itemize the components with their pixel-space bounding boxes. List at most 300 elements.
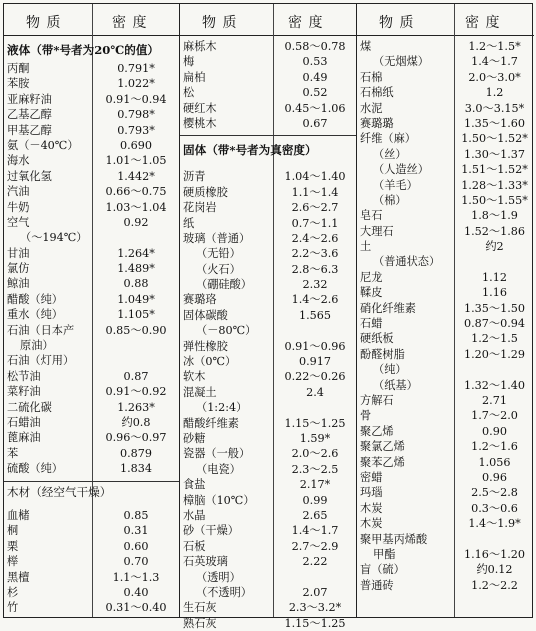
table-row bbox=[180, 216, 356, 231]
table-row bbox=[4, 323, 179, 338]
density-value: 1.50～1.55* bbox=[461, 193, 528, 207]
header-divider bbox=[454, 4, 455, 35]
table-row bbox=[4, 446, 179, 461]
density-table bbox=[3, 3, 533, 630]
density-value: 0.58～0.78 bbox=[284, 40, 346, 53]
table-row bbox=[4, 400, 179, 415]
column-body bbox=[357, 39, 534, 593]
table-row bbox=[4, 338, 179, 353]
density-value: 0.92 bbox=[123, 215, 149, 229]
table-row bbox=[180, 339, 356, 354]
table-row bbox=[180, 462, 356, 477]
table-row bbox=[357, 470, 534, 485]
column-body bbox=[4, 39, 179, 616]
table-row bbox=[180, 185, 356, 200]
density-value: 1.565 bbox=[298, 308, 332, 322]
substance-name: （纯） bbox=[373, 363, 407, 377]
substance-name: 樟脑（10℃） bbox=[183, 493, 255, 507]
table-row bbox=[357, 178, 534, 193]
substance-name: 水晶 bbox=[183, 508, 206, 522]
table-row bbox=[357, 362, 534, 377]
substance-name: （硼硅酸） bbox=[196, 278, 252, 292]
density-value: 1.16 bbox=[482, 286, 507, 300]
header-substance: 物 质 bbox=[202, 15, 238, 31]
table-row bbox=[180, 231, 356, 246]
substance-name: 菜籽油 bbox=[7, 385, 41, 399]
table-row bbox=[180, 308, 356, 323]
substance-name: 鞣皮 bbox=[360, 286, 383, 300]
table-row bbox=[4, 292, 179, 307]
table-row bbox=[357, 378, 534, 393]
header-density: 密 度 bbox=[112, 15, 148, 31]
density-value: 0.7～1.1 bbox=[291, 216, 339, 230]
substance-name: 水泥 bbox=[360, 101, 383, 115]
table-row bbox=[180, 585, 356, 600]
substance-name: 蓖麻油 bbox=[7, 431, 41, 445]
substance-name: 甘油 bbox=[7, 246, 30, 260]
table-row bbox=[180, 354, 356, 369]
density-value: 1.03～1.04 bbox=[105, 200, 167, 214]
table-row bbox=[4, 415, 179, 430]
table-row bbox=[180, 369, 356, 384]
substance-name: 石蜡 bbox=[360, 317, 383, 331]
density-value: 0.96～0.97 bbox=[105, 431, 167, 445]
header-substance: 物 质 bbox=[26, 15, 62, 31]
table-row bbox=[357, 316, 534, 331]
density-value: 0.31～0.40 bbox=[105, 601, 167, 615]
substance-name: 木炭 bbox=[360, 517, 383, 531]
table-row bbox=[180, 446, 356, 461]
substance-name: 竹 bbox=[7, 601, 19, 615]
density-value: 1.35～1.60 bbox=[463, 116, 525, 130]
substance-name: 砂（干燥） bbox=[183, 524, 239, 538]
table-row bbox=[4, 215, 179, 230]
table-row bbox=[357, 301, 534, 316]
substance-name: 扁柏 bbox=[183, 70, 206, 84]
table-column-2 bbox=[180, 4, 356, 630]
substance-name: （火石） bbox=[196, 262, 241, 276]
substance-name: 骨 bbox=[360, 409, 372, 423]
table-row bbox=[180, 416, 356, 431]
substance-name: 汽油 bbox=[7, 185, 30, 199]
table-row bbox=[4, 539, 179, 554]
substance-name: 石棉纸 bbox=[360, 86, 394, 100]
substance-name: 砂糖 bbox=[183, 431, 206, 445]
substance-name: 亚麻籽油 bbox=[7, 92, 52, 106]
substance-name: 苯 bbox=[7, 446, 19, 460]
substance-name: 聚氯乙烯 bbox=[360, 440, 405, 454]
column-header bbox=[4, 4, 179, 36]
density-value: 1.50～1.52* bbox=[461, 132, 528, 146]
table-row bbox=[4, 276, 179, 291]
table-row bbox=[357, 424, 534, 439]
section-heading bbox=[180, 139, 356, 161]
density-value: 0.49 bbox=[302, 70, 328, 84]
substance-name: 桐 bbox=[7, 524, 19, 538]
table-row bbox=[180, 616, 356, 631]
table-row bbox=[180, 400, 356, 415]
table-row bbox=[4, 261, 179, 276]
density-value: 1.35～1.50 bbox=[463, 301, 525, 315]
density-value: 0.85～0.90 bbox=[105, 323, 167, 337]
density-value: 1.1～1.3 bbox=[112, 570, 160, 584]
substance-name: 聚甲基丙烯酸 bbox=[360, 532, 428, 546]
density-value: 1.263* bbox=[117, 400, 155, 414]
density-value: 0.793* bbox=[117, 123, 155, 137]
substance-name: （丝） bbox=[373, 147, 407, 161]
substance-name: 冰（0℃） bbox=[183, 355, 237, 369]
table-row bbox=[4, 184, 179, 199]
substance-name: 原油） bbox=[20, 339, 54, 353]
substance-name: （无烟煤） bbox=[373, 55, 429, 69]
table-row bbox=[4, 230, 179, 245]
substance-name: 甲基乙醇 bbox=[7, 123, 52, 137]
substance-name: 石油（日本产 bbox=[7, 323, 75, 337]
substance-name: 熟石灰 bbox=[183, 616, 217, 630]
substance-name: 瓷器（一般） bbox=[183, 447, 251, 461]
density-value: 1.15～1.25 bbox=[284, 616, 346, 630]
density-value: 约2 bbox=[485, 240, 504, 254]
header-substance: 物 质 bbox=[379, 15, 415, 31]
table-row bbox=[4, 353, 179, 368]
table-row bbox=[180, 85, 356, 100]
substance-name: 硝化纤维素 bbox=[360, 301, 416, 315]
density-value: 0.917 bbox=[298, 355, 332, 369]
density-value: 0.690 bbox=[119, 138, 153, 152]
density-value: 1.2～1.5 bbox=[471, 332, 518, 346]
table-row bbox=[4, 76, 179, 91]
substance-name: 苯胺 bbox=[7, 77, 30, 91]
substance-name: 盲（硫） bbox=[360, 563, 405, 577]
substance-name: （人造丝） bbox=[373, 163, 429, 177]
substance-name: 软木 bbox=[183, 370, 206, 384]
density-value: 0.91～0.92 bbox=[105, 385, 167, 399]
table-row bbox=[357, 54, 534, 69]
substance-name: 玛瑙 bbox=[360, 486, 383, 500]
table-row bbox=[357, 516, 534, 531]
table-row bbox=[4, 600, 179, 615]
density-value: 1.2～1.5* bbox=[468, 40, 521, 53]
substance-name: 生石灰 bbox=[183, 601, 217, 615]
density-value: 0.67 bbox=[302, 116, 328, 130]
substance-name: 花岗岩 bbox=[183, 201, 217, 215]
substance-name: （羊毛） bbox=[373, 178, 418, 192]
density-value: 2.32 bbox=[302, 278, 328, 292]
table-row bbox=[180, 39, 356, 54]
substance-name: 牛奶 bbox=[7, 200, 30, 214]
density-value: 3.0～3.15* bbox=[464, 101, 525, 115]
table-row bbox=[357, 239, 534, 254]
substance-name: 液体（带*号者为20℃的值） bbox=[7, 43, 160, 57]
substance-name: （普通状态） bbox=[373, 255, 441, 269]
density-value: 2.0～3.0* bbox=[468, 70, 521, 84]
density-value: 0.879 bbox=[119, 446, 153, 460]
table-row bbox=[357, 578, 534, 593]
density-value: 2.0～2.6 bbox=[291, 447, 339, 461]
density-value: 0.90 bbox=[482, 424, 507, 438]
substance-name: 松 bbox=[183, 86, 195, 100]
substance-name: 土 bbox=[360, 240, 372, 254]
table-row bbox=[357, 532, 534, 547]
table-row bbox=[357, 485, 534, 500]
substance-name: 皂石 bbox=[360, 209, 383, 223]
table-row bbox=[357, 347, 534, 362]
density-value: 1.1～1.4 bbox=[291, 185, 339, 199]
substance-name: 梅 bbox=[183, 55, 195, 69]
table-row bbox=[180, 200, 356, 215]
substance-name: （无铅） bbox=[196, 247, 241, 261]
table-row bbox=[180, 539, 356, 554]
table-row bbox=[4, 107, 179, 122]
substance-name: 纤维（麻） bbox=[360, 132, 416, 146]
substance-name: 石英玻璃 bbox=[183, 555, 228, 569]
substance-name: 鲸油 bbox=[7, 277, 30, 291]
header-density: 密 度 bbox=[288, 15, 324, 31]
density-value: 1.2～2.2 bbox=[471, 578, 518, 592]
table-row bbox=[357, 455, 534, 470]
substance-name: 普通砖 bbox=[360, 578, 394, 592]
density-value: 1.51～1.52* bbox=[461, 163, 528, 177]
density-value: 1.056 bbox=[478, 455, 511, 469]
table-row bbox=[357, 270, 534, 285]
density-value: 1.15～1.25 bbox=[284, 416, 346, 430]
substance-name: 海水 bbox=[7, 154, 30, 168]
table-row bbox=[4, 92, 179, 107]
density-value: 1.442* bbox=[117, 169, 155, 183]
substance-name: （～194℃） bbox=[20, 231, 88, 245]
table-row bbox=[4, 508, 179, 523]
column-header bbox=[180, 4, 356, 36]
substance-name: 弹性橡胶 bbox=[183, 339, 228, 353]
density-value: 1.32～1.40 bbox=[463, 378, 525, 392]
table-row bbox=[357, 562, 534, 577]
density-value: 2.5～2.8 bbox=[471, 486, 518, 500]
substance-name: 赛璐璐 bbox=[360, 116, 394, 130]
density-value: 2.3～3.2* bbox=[288, 601, 342, 615]
table-row bbox=[180, 246, 356, 261]
substance-name: 杉 bbox=[7, 585, 19, 599]
density-value: 1.8～1.9 bbox=[471, 209, 518, 223]
density-value: 1.2 bbox=[485, 86, 504, 100]
column-body bbox=[180, 39, 356, 631]
density-value: 0.40 bbox=[123, 585, 149, 599]
density-value: 0.96 bbox=[482, 470, 507, 484]
table-row bbox=[180, 101, 356, 116]
substance-name: 醋酸（纯） bbox=[7, 292, 63, 306]
density-value: 0.88 bbox=[123, 277, 149, 291]
table-row bbox=[4, 200, 179, 215]
substance-name: （棉） bbox=[373, 193, 407, 207]
substance-name: 乙基乙醇 bbox=[7, 108, 52, 122]
density-value: 1.04～1.40 bbox=[284, 170, 346, 184]
table-row bbox=[180, 277, 356, 292]
table-row bbox=[4, 246, 179, 261]
substance-name: 大理石 bbox=[360, 224, 394, 238]
substance-name: 尼龙 bbox=[360, 270, 383, 284]
table-row bbox=[4, 500, 179, 508]
density-value: 1.4～1.7 bbox=[291, 524, 339, 538]
density-value: 1.28～1.33* bbox=[461, 178, 528, 192]
table-row bbox=[180, 570, 356, 585]
density-value: 0.87 bbox=[123, 369, 149, 383]
density-value: 0.66～0.75 bbox=[105, 185, 167, 199]
column-header bbox=[357, 4, 534, 36]
table-row bbox=[4, 554, 179, 569]
table-row bbox=[357, 224, 534, 239]
density-value: 0.52 bbox=[302, 86, 328, 100]
table-row bbox=[180, 54, 356, 69]
substance-name: 固体碳酸 bbox=[183, 308, 228, 322]
substance-name: 方解石 bbox=[360, 393, 394, 407]
table-row bbox=[180, 600, 356, 615]
table-column-1 bbox=[4, 4, 179, 617]
substance-name: 石棉 bbox=[360, 70, 383, 84]
table-row bbox=[180, 385, 356, 400]
density-value: 1.7～2.0 bbox=[471, 409, 518, 423]
density-value: 0.3～0.6 bbox=[471, 501, 518, 515]
substance-name: 酚醛树脂 bbox=[360, 347, 405, 361]
table-row bbox=[4, 585, 179, 600]
substance-name: 过氧化氢 bbox=[7, 169, 52, 183]
section-rule bbox=[180, 135, 356, 136]
substance-name: 血槠 bbox=[7, 508, 30, 522]
substance-name: 石板 bbox=[183, 539, 206, 553]
substance-name: 赛璐珞 bbox=[183, 293, 217, 307]
substance-name: （－80℃） bbox=[196, 324, 257, 338]
density-value: 0.70 bbox=[123, 555, 149, 569]
table-row bbox=[4, 138, 179, 153]
table-row bbox=[180, 477, 356, 492]
table-row bbox=[357, 147, 534, 162]
density-value: 1.022* bbox=[117, 77, 155, 91]
substance-name: 二硫化碳 bbox=[7, 400, 52, 414]
table-row bbox=[4, 61, 179, 76]
substance-name: （不透明） bbox=[196, 585, 252, 599]
density-value: 1.2～1.6 bbox=[471, 440, 518, 454]
substance-name: 纸 bbox=[183, 216, 195, 230]
table-row bbox=[357, 162, 534, 177]
density-value: 0.99 bbox=[302, 493, 328, 507]
density-value: 2.3～2.5 bbox=[291, 462, 339, 476]
table-row bbox=[357, 116, 534, 131]
density-value: 2.7～2.9 bbox=[291, 539, 339, 553]
substance-name: （电瓷） bbox=[196, 462, 241, 476]
header-divider bbox=[273, 4, 274, 35]
density-value: 1.12 bbox=[482, 270, 507, 284]
density-value: 1.489* bbox=[117, 262, 155, 276]
table-row bbox=[180, 431, 356, 446]
table-row bbox=[357, 501, 534, 516]
table-row bbox=[4, 570, 179, 585]
density-value: 2.07 bbox=[302, 585, 328, 599]
substance-name: 氨（－40℃） bbox=[7, 138, 79, 152]
density-value: 约0.12 bbox=[476, 563, 513, 577]
substance-name: 丙酮 bbox=[7, 62, 30, 75]
substance-name: 空气 bbox=[7, 215, 30, 229]
table-row bbox=[357, 285, 534, 300]
table-row bbox=[4, 169, 179, 184]
table-row bbox=[4, 123, 179, 138]
table-row bbox=[357, 131, 534, 146]
substance-name: 食盐 bbox=[183, 478, 206, 492]
table-row bbox=[357, 101, 534, 116]
density-value: 0.791* bbox=[117, 62, 155, 75]
substance-name: 固体（带*号者为真密度） bbox=[183, 143, 317, 158]
density-value: 1.30～1.37 bbox=[463, 147, 525, 161]
substance-name: 玻璃（普通） bbox=[183, 231, 251, 245]
substance-name: （1:2:4） bbox=[196, 401, 248, 415]
table-row bbox=[357, 39, 534, 54]
table-row bbox=[180, 508, 356, 523]
table-row bbox=[357, 85, 534, 100]
table-row bbox=[180, 262, 356, 277]
density-value: 0.85 bbox=[123, 508, 149, 522]
section-heading bbox=[4, 39, 179, 61]
table-row bbox=[180, 116, 356, 131]
section-heading bbox=[4, 485, 179, 500]
density-value: 1.105* bbox=[117, 308, 155, 322]
substance-name: 石蜡油 bbox=[7, 415, 41, 429]
substance-name: 樱桃木 bbox=[183, 116, 217, 130]
density-value: 2.71 bbox=[482, 393, 507, 407]
table-row bbox=[4, 430, 179, 445]
substance-name: 木材（经空气干燥） bbox=[7, 484, 112, 499]
density-value: 0.22～0.26 bbox=[284, 370, 346, 384]
table-row bbox=[4, 307, 179, 322]
density-value: 0.31 bbox=[123, 524, 149, 538]
density-value: 0.60 bbox=[123, 539, 149, 553]
substance-name: 醋酸纤维素 bbox=[183, 416, 239, 430]
substance-name: （纸基） bbox=[373, 378, 418, 392]
table-row bbox=[180, 161, 356, 169]
density-value: 0.91～0.96 bbox=[284, 339, 346, 353]
density-value: 1.264* bbox=[117, 246, 155, 260]
table-row bbox=[180, 554, 356, 569]
table-row bbox=[180, 523, 356, 538]
substance-name: 硫酸（纯） bbox=[7, 462, 63, 476]
density-value: 1.049* bbox=[117, 292, 155, 306]
substance-name: 聚苯乙烯 bbox=[360, 455, 405, 469]
density-value: 0.87～0.94 bbox=[463, 317, 525, 331]
table-row bbox=[357, 393, 534, 408]
substance-name: 硬纸板 bbox=[360, 332, 394, 346]
substance-name: 密蜡 bbox=[360, 470, 383, 484]
density-value: 1.20～1.29 bbox=[463, 347, 525, 361]
density-value: 1.16～1.20 bbox=[463, 547, 525, 561]
density-value: 2.4 bbox=[306, 385, 324, 399]
section-rule bbox=[4, 481, 179, 482]
density-value: 1.834 bbox=[119, 462, 153, 476]
table-row bbox=[357, 70, 534, 85]
table-column-3 bbox=[357, 4, 534, 617]
density-value: 2.22 bbox=[302, 555, 328, 569]
table-row bbox=[357, 254, 534, 269]
substance-name: 榉 bbox=[7, 555, 19, 569]
substance-name: 栗 bbox=[7, 539, 19, 553]
table-row bbox=[180, 70, 356, 85]
density-value: 0.45～1.06 bbox=[284, 101, 346, 115]
table-row bbox=[180, 493, 356, 508]
density-value: 1.4～1.9* bbox=[468, 517, 521, 531]
table-row bbox=[4, 369, 179, 384]
table-row bbox=[4, 523, 179, 538]
substance-name: 沥青 bbox=[183, 170, 206, 184]
density-value: 2.65 bbox=[302, 508, 328, 522]
table-row bbox=[357, 331, 534, 346]
substance-name: 甲酯 bbox=[373, 547, 396, 561]
density-value: 2.4～2.6 bbox=[291, 231, 339, 245]
header-density: 密 度 bbox=[465, 15, 501, 31]
